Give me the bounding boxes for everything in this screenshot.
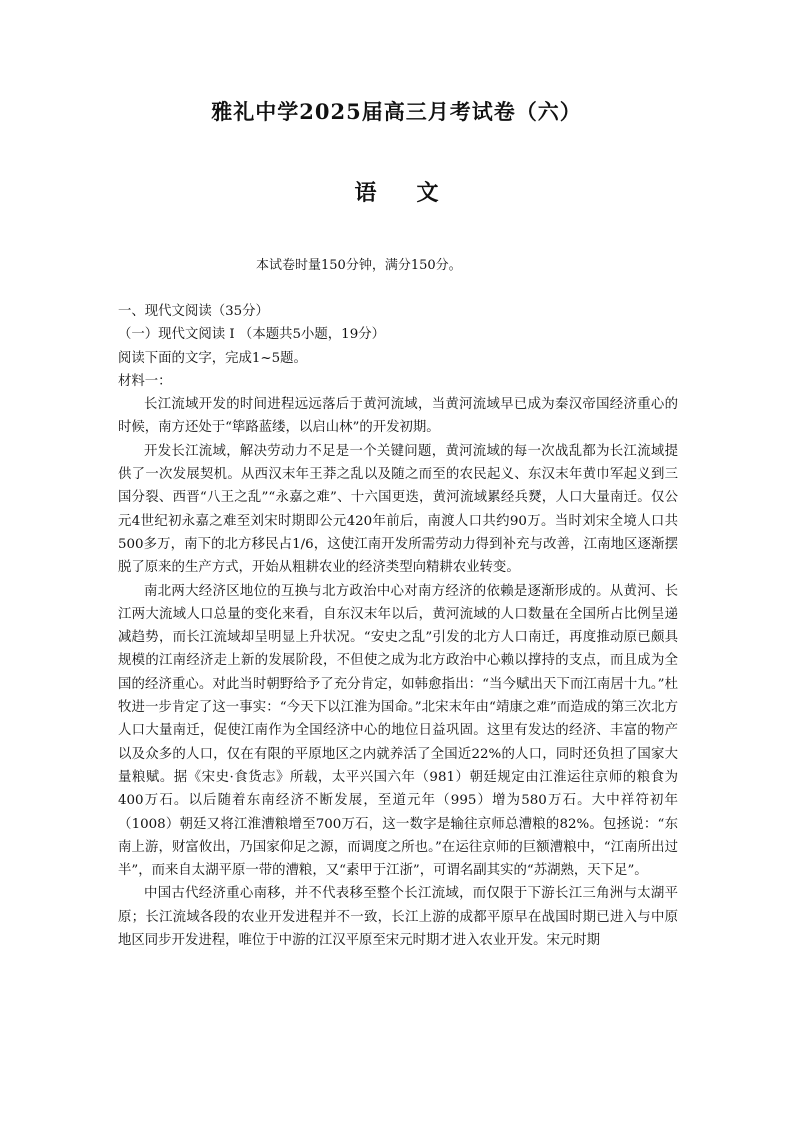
paragraph: 开发长江流域，解决劳动力不足是一个关键问题，黄河流域的每一次战乱都为长江流域提供了一次发展契机。从西汉末年王莽之乱以及随之而至的农民起义、东汉末年黄巾军起义到三国分裂、西晋“八王之乱”“永嘉之难”、十六国更迭，黄河流域累经兵燹，人口大量南迁。仅公元4世纪初永嘉之难至刘宋时期即公元420年前后，南渡人口共约90万。当时刘宋全境人口共500多万，南下的北方移民占1/6，这使江南开发所需劳动力得到补充与改善，江南地区逐渐摆脱了原来的生产方式，开始从粗耕农业的经济类型向精耕农业转变。 — [118, 443, 678, 576]
subject-char-2: 文 — [416, 180, 439, 206]
paragraph: 长江流域开发的时间进程远远落后于黄河流域，当黄河流域早已成为秦汉帝国经济重心的时候，南方还处于“筚路蓝缕，以启山林”的开发初期。 — [118, 397, 678, 436]
paragraph: 中国古代经济重心南移，并不代表移至整个长江流域，而仅限于下游长江三角洲与太湖平原；长江流域各段的农业开发进程并不一致，长江上游的成都平原早在战国时期已进入与中原地区同步开发进程，唯位于中游的江汉平原至宋元时期才进入农业开发。宋元时期 — [118, 886, 678, 949]
material-label: 材料一： — [118, 373, 172, 389]
sub-title: （一）现代文阅读 I （本题共5小题，19分） — [118, 327, 386, 343]
exam-note: 本试卷时量150分钟，满分150分。 — [256, 258, 462, 273]
exam-title: 雅礼中学2025届高三月考试卷（六） — [211, 99, 582, 124]
paragraph: 南北两大经济区地位的互换与北方政治中心对南方经济的依赖是逐渐形成的。从黄河、长江两大流域人口总量的变化来看，自东汉末年以后，黄河流域的人口数量在全国所占比例呈递减趋势，而长江流域却呈明显上升状况。“安史之乱”引发的北方人口南迁，再度推动原已颇具规模的江南经济走上新的发展阶段，不但使之成为北方政治中心赖以撑持的支点，而且成为全国的经济重心。对此当时朝野给予了充分肯定，如韩愈指出：“当今赋出天下而江南居十九。”杜牧进一步肯定了这一事实：“今天下以江淮为国命。”北宋末年由“靖康之难”而造成的第三次北方人口大量南迁，促使江南作为全国经济中心的地位日益巩固。这里有发达的经济、丰富的物产以及众多的人口，仅在有限的平原地区之内就养活了全国近22%的人口，同时还负担了国家大量粮赋。据《宋史·食货志》所载，太平兴国六年（981）朝廷规定由江淮运往京师的粮食为400万石。以后随着东南经济不断发展，至道元年（995）增为580万石。大中祥符初年（1008）朝廷又将江淮漕粮增至700万石，这一数字是输往京师总漕粮的82%。包拯说：“东南上游，财富攸出，乃国家仰足之源，而调度之所也。”在运往京师的巨额漕粮中，“江南所出过半”，而来自太湖平原一带的漕粮，又“素甲于江浙”，可谓名副其实的“苏湖熟，天下足”。 — [118, 583, 678, 879]
subject-char-1: 语 — [354, 180, 377, 206]
exam-body — [118, 300, 678, 952]
instruction: 阅读下面的文字，完成1~5题。 — [118, 350, 307, 366]
subject-title — [0, 176, 793, 207]
part-title: 一、现代文阅读（35分） — [118, 304, 269, 319]
